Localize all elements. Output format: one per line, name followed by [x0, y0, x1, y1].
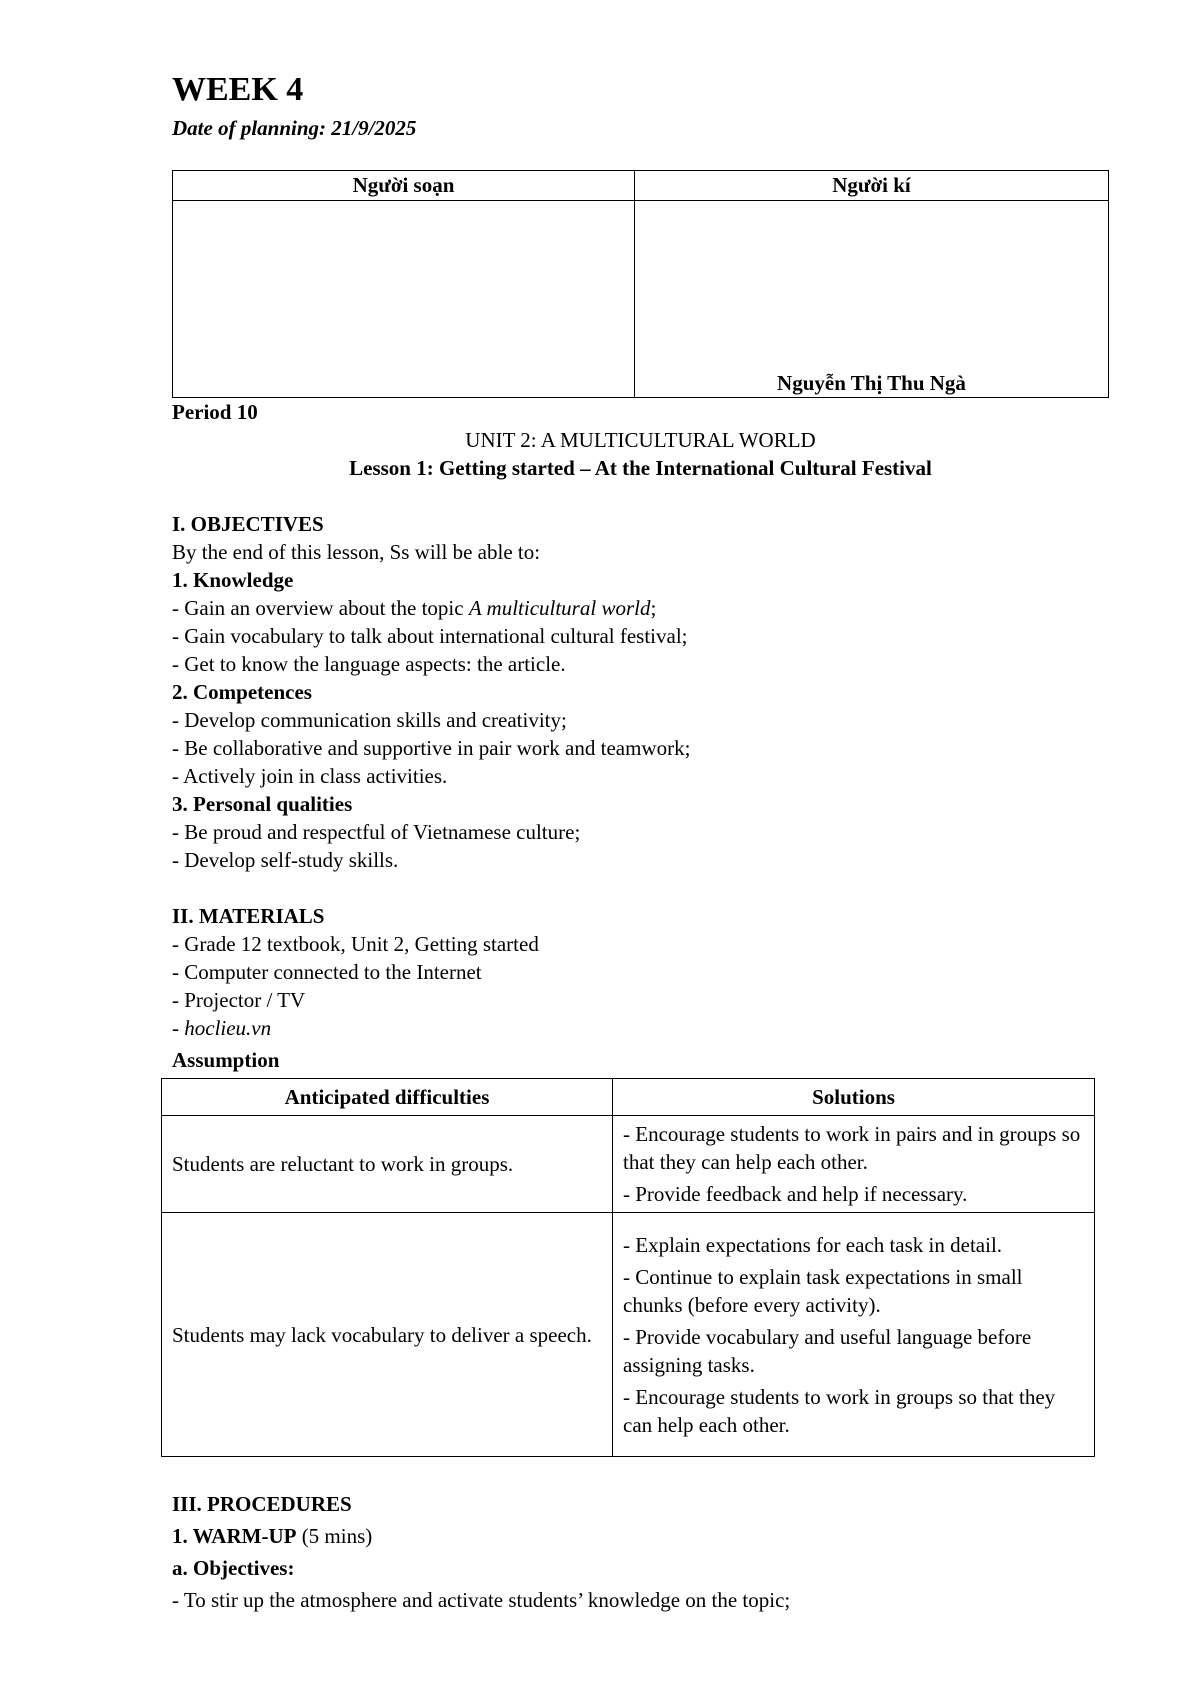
- materials-item-1: - Grade 12 textbook, Unit 2, Getting started: [172, 932, 539, 956]
- date-of-planning: Date of planning: 21/9/2025: [172, 116, 417, 140]
- difficulties-column-header: Anticipated difficulties: [162, 1079, 613, 1116]
- solution-item: - Encourage students to work in groups so that they can help each other.: [623, 1384, 1056, 1437]
- warmup-objectives-label: a. Objectives:: [172, 1556, 295, 1580]
- warmup-objective-1: - To stir up the atmosphere and activate students’ knowledge on the topic;: [172, 1588, 791, 1612]
- warmup-time: (5 mins): [296, 1524, 373, 1548]
- solutions-column-header: Solutions: [613, 1079, 1095, 1116]
- unit-title: UNIT 2: A MULTICULTURAL WORLD: [465, 428, 816, 452]
- solution-item: - Provide vocabulary and useful language before assigning tasks.: [623, 1324, 1032, 1377]
- knowledge-item-1-suffix: ;: [650, 596, 657, 620]
- period-label: Period 10: [172, 400, 258, 424]
- procedures-heading: III. PROCEDURES: [172, 1492, 352, 1516]
- materials-item-4: [172, 1014, 271, 1042]
- assumption-heading: Assumption: [172, 1048, 280, 1072]
- solution-item: - Continue to explain task expectations in small chunks (before every activity).: [623, 1264, 1023, 1317]
- competences-item-2: - Be collaborative and supportive in pair work and teamwork;: [172, 736, 691, 760]
- week-title: WEEK 4: [172, 71, 304, 108]
- solution-item: - Encourage students to work in pairs and in groups so that they can help each other.: [623, 1122, 1081, 1174]
- knowledge-item-2: - Gain vocabulary to talk about international cultural festival;: [172, 624, 688, 648]
- knowledge-item-1-prefix: - Gain an overview about the topic: [172, 596, 469, 620]
- competences-item-3: - Actively join in class activities.: [172, 764, 448, 788]
- knowledge-item-1: [172, 594, 656, 622]
- author-signature-cell: [173, 201, 635, 398]
- qualities-item-1: - Be proud and respectful of Vietnamese culture;: [172, 820, 581, 844]
- lesson-title: Lesson 1: Getting started – At the International Cultural Festival: [349, 456, 932, 480]
- assumption-table: [161, 1078, 1095, 1457]
- materials-item-3: - Projector / TV: [172, 988, 306, 1012]
- table-row: [162, 1116, 1095, 1213]
- solution-item: - Provide feedback and help if necessary.: [623, 1182, 968, 1206]
- hoclieu-link[interactable]: hoclieu.vn: [184, 1016, 272, 1040]
- qualities-heading: 3. Personal qualities: [172, 792, 353, 816]
- solution-cell: [613, 1116, 1095, 1213]
- materials-item-2: - Computer connected to the Internet: [172, 960, 482, 984]
- signer-column-header: Người kí: [635, 171, 1109, 201]
- objectives-intro: By the end of this lesson, Ss will be able to:: [172, 540, 541, 564]
- objectives-heading: I. OBJECTIVES: [172, 512, 324, 536]
- qualities-item-2: - Develop self-study skills.: [172, 848, 399, 872]
- materials-item-4-prefix: -: [172, 1016, 185, 1040]
- knowledge-heading: 1. Knowledge: [172, 568, 294, 592]
- warmup-label: 1. WARM-UP: [172, 1524, 297, 1548]
- solution-item: - Explain expectations for each task in detail.: [623, 1232, 1003, 1257]
- signer-name: Nguyễn Thị Thu Ngà: [777, 371, 966, 395]
- knowledge-item-3: - Get to know the language aspects: the article.: [172, 652, 566, 676]
- solution-cell: [613, 1213, 1095, 1457]
- difficulty-cell: Students may lack vocabulary to deliver a speech.: [162, 1213, 613, 1457]
- competences-item-1: - Develop communication skills and creativity;: [172, 708, 567, 732]
- competences-heading: 2. Competences: [172, 680, 312, 704]
- author-column-header: Người soạn: [173, 171, 635, 201]
- materials-heading: II. MATERIALS: [172, 904, 325, 928]
- signature-table: [172, 170, 1109, 398]
- knowledge-item-1-topic: A multicultural world: [468, 596, 651, 620]
- signer-signature-cell: [635, 201, 1109, 398]
- difficulty-cell: Students are reluctant to work in groups.: [162, 1116, 613, 1213]
- warmup-heading: [172, 1522, 372, 1550]
- table-row: [162, 1213, 1095, 1457]
